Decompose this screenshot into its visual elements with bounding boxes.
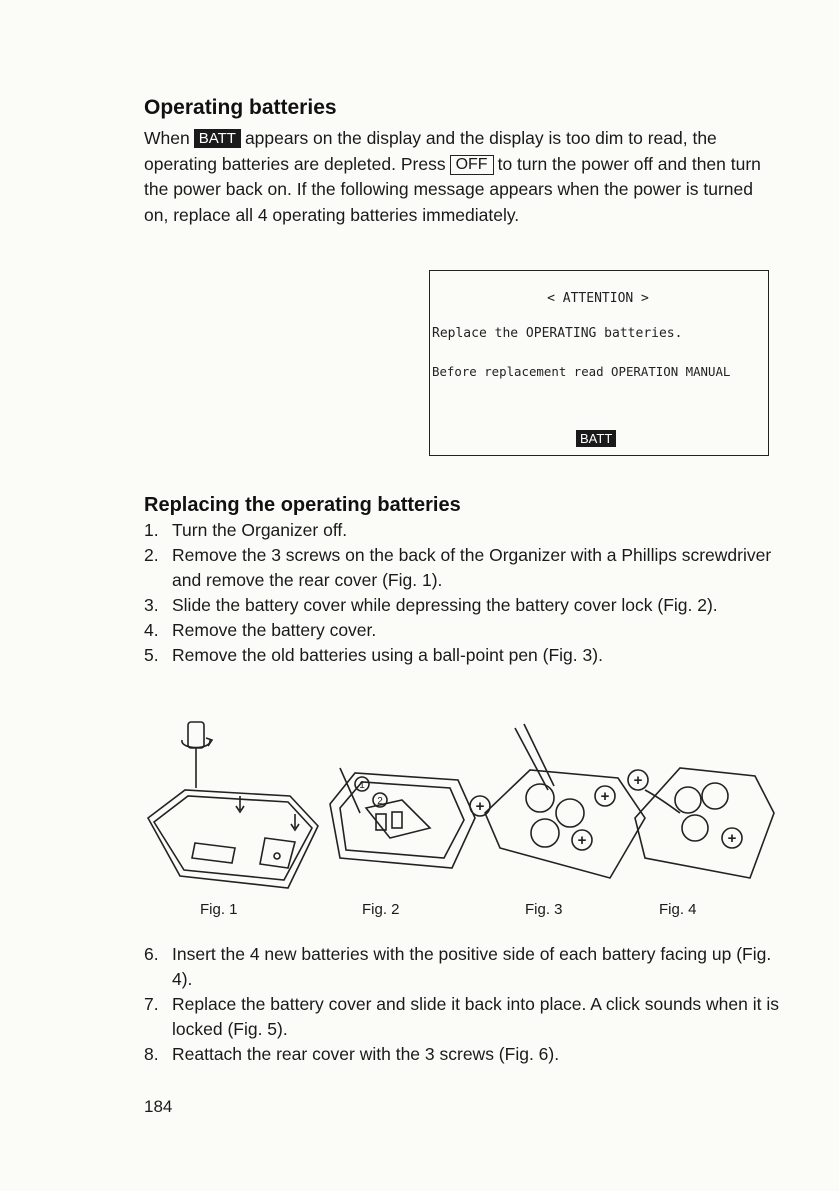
- step-number: 7.: [144, 994, 159, 1014]
- fig2-illustration: [330, 768, 475, 868]
- lcd-batt-label: BATT: [576, 430, 616, 447]
- step-number: 2.: [144, 545, 159, 565]
- step-item: [144, 543, 784, 593]
- battery-slot-b: [392, 812, 402, 828]
- fig-1-label: Fig. 1: [200, 901, 238, 918]
- plus-sign-3: +: [577, 832, 587, 849]
- plus-sign-4: +: [633, 772, 643, 789]
- rotation-arrow-icon: [182, 740, 210, 748]
- new-battery-2: [702, 783, 728, 809]
- step-number: 1.: [144, 520, 159, 540]
- new-battery-3: [682, 815, 708, 841]
- step-number: 6.: [144, 944, 159, 964]
- plus-sign-2: +: [600, 788, 610, 805]
- step-item: [144, 942, 784, 992]
- plus-sign-1: +: [475, 798, 485, 815]
- lcd-batt-indicator: [576, 431, 616, 447]
- organizer-body-fig1: [148, 790, 318, 888]
- steps-list-1-5: [144, 518, 784, 668]
- screw-hole-fig1: [274, 853, 280, 859]
- section-title-operating-batteries: Operating batteries: [144, 96, 337, 119]
- finger-outline-fig2: [340, 768, 360, 813]
- step-text: Reattach the rear cover with the 3 screws (Fig. 6).: [172, 1044, 560, 1064]
- step-item: [144, 593, 784, 618]
- fig-3-label: Fig. 3: [525, 901, 563, 918]
- battery-slot-1: [526, 784, 554, 812]
- lcd-line-before: Before replacement read OPERATION MANUAL: [432, 364, 731, 379]
- step-text: Turn the Organizer off.: [172, 520, 348, 540]
- battery-slot-2: [556, 799, 584, 827]
- step-item: [144, 1042, 784, 1067]
- organizer-body-fig4: [635, 768, 774, 878]
- step-item: [144, 518, 784, 543]
- step-item: [144, 643, 784, 668]
- step-text: Slide the battery cover while depressing the battery cover lock (Fig. 2).: [172, 595, 718, 615]
- lcd-line-attention: < ATTENTION >: [547, 291, 649, 306]
- step-item: [144, 618, 784, 643]
- battery-slot-3: [531, 819, 559, 847]
- fig4-illustration: [628, 768, 774, 878]
- step-text: Remove the 3 screws on the back of the Organizer with a Phillips screwdriver and remove the rear cover (Fig. 1).: [172, 545, 772, 590]
- new-battery-1: [675, 787, 701, 813]
- organizer-slot-fig1: [192, 843, 235, 863]
- step-text: Insert the 4 new batteries with the positive side of each battery facing up (Fig. 4).: [172, 944, 772, 989]
- step-number: 5.: [144, 645, 159, 665]
- plus-sign-5: +: [727, 830, 737, 847]
- step-text: Remove the battery cover.: [172, 620, 377, 640]
- off-key-inline: OFF: [450, 155, 494, 175]
- fig3-illustration: [470, 724, 645, 878]
- battery-replacement-illustrations: [140, 718, 780, 898]
- step-text: Remove the old batteries using a ball-point pen (Fig. 3).: [172, 645, 603, 665]
- intro-paragraph: [144, 126, 774, 228]
- page-number: 184: [144, 1097, 173, 1116]
- batt-indicator-inline: BATT: [194, 129, 241, 148]
- callout-1: 1: [359, 780, 365, 791]
- intro-text-mid: appears on the display and the display is too dim to read, the operating batteries are depleted. Press: [144, 128, 717, 174]
- fig-2-label: Fig. 2: [362, 901, 400, 918]
- fig-4-label: Fig. 4: [659, 901, 697, 918]
- figures-row: [140, 718, 780, 918]
- section-title-replacing-batteries: Replacing the operating batteries: [144, 494, 461, 516]
- step-number: 8.: [144, 1044, 159, 1064]
- intro-text-end: to turn the power off and then turn the power back on. If the following message appears when the power is turned on, replace all 4 operating batteries immediately.: [144, 153, 761, 225]
- lcd-line-replace: Replace the OPERATING batteries.: [432, 326, 683, 341]
- lcd-attention-message: [429, 270, 769, 456]
- fig1-illustration: [148, 722, 318, 888]
- step-number: 4.: [144, 620, 159, 640]
- step-text: Replace the battery cover and slide it back into place. A click sounds when it is locked (Fig. 5).: [172, 994, 779, 1039]
- steps-list-6-8: [144, 942, 784, 1067]
- callout-2: 2: [377, 796, 383, 807]
- intro-text-when: When: [144, 128, 190, 148]
- step-item: [144, 992, 784, 1042]
- organizer-body-fig3: [485, 770, 645, 878]
- screwdriver-handle: [188, 722, 204, 748]
- step-number: 3.: [144, 595, 159, 615]
